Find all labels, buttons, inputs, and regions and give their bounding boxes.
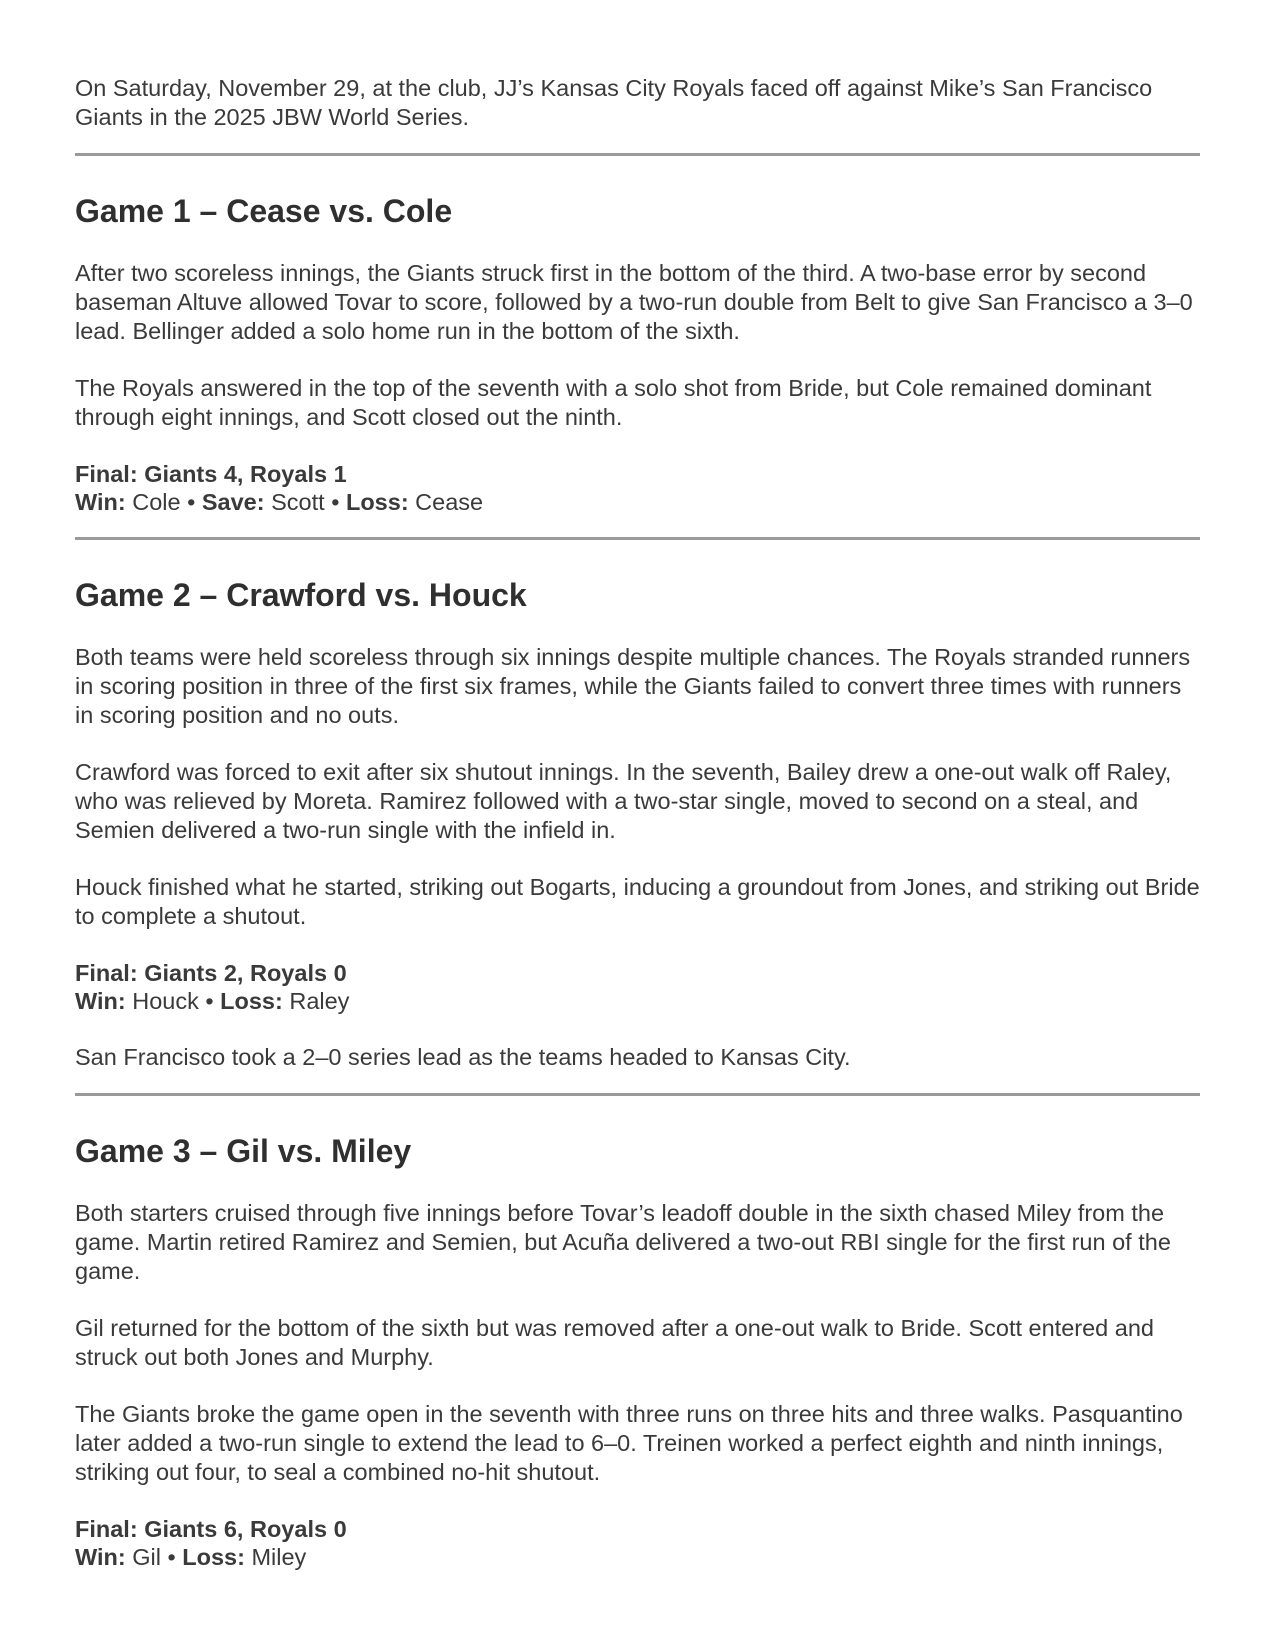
- loss-pitcher: Miley: [244, 1544, 307, 1570]
- game-2-series-note: San Francisco took a 2–0 series lead as the teams headed to Kansas City.: [75, 1044, 851, 1070]
- game-1-paragraph-2: The Royals answered in the top of the seventh with a solo shot from Bride, but Cole remained dominant through eight innings, and Scott closed out the ninth.: [75, 375, 1152, 430]
- document-page: [75, 74, 1200, 1571]
- separator: •: [324, 489, 346, 515]
- game-1-final-score: Final: Giants 4, Royals 1: [75, 461, 347, 487]
- win-pitcher: Houck: [125, 988, 199, 1014]
- loss-label: Loss:: [220, 988, 283, 1014]
- game-3-paragraph-2: Gil returned for the bottom of the sixth but was removed after a one-out walk to Bride. Scott entered and struck out both Jones and Murphy.: [75, 1315, 1154, 1370]
- win-pitcher: Cole: [125, 489, 181, 515]
- game-3-paragraph-3: The Giants broke the game open in the seventh with three runs on three hits and three walks. Pasquantino later added a two-run single to extend the lead to 6–0. Treinen worked a perfect eighth and ninth innings, striking out four, to seal a combined no-hit shutout.: [75, 1401, 1183, 1485]
- win-label: Win:: [75, 1544, 126, 1570]
- loss-pitcher: Cease: [408, 489, 484, 515]
- game-2-decisions: [75, 987, 1200, 1015]
- win-label: Win:: [75, 489, 126, 515]
- game-2-title: Game 2 – Crawford vs. Houck: [75, 577, 527, 613]
- intro-paragraph: On Saturday, November 29, at the club, JJ’s Kansas City Royals faced off against Mike’s San Francisco Giants in the 2025 JBW World Series.: [75, 75, 1153, 130]
- game-1-result: [75, 460, 1200, 516]
- game-3-decisions: [75, 1543, 1200, 1571]
- section-divider: [75, 537, 1200, 540]
- game-2-paragraph-3: Houck finished what he started, striking out Bogarts, inducing a groundout from Jones, and striking out Bride to complete a shutout.: [75, 874, 1200, 929]
- game-2-section: [75, 576, 1200, 1072]
- game-2-paragraph-2: Crawford was forced to exit after six shutout innings. In the seventh, Bailey drew a one-out walk off Raley, who was relieved by Moreta. Ramirez followed with a two-star single, moved to second on a steal, and Semien delivered a two-run single with the infield in.: [75, 759, 1172, 843]
- section-divider: [75, 1093, 1200, 1096]
- separator: •: [160, 1544, 183, 1570]
- section-divider: [75, 153, 1200, 156]
- game-3-paragraph-1: Both starters cruised through five innings before Tovar’s leadoff double in the sixth chased Miley from the game. Martin retired Ramirez and Semien, but Acuña delivered a two-out RBI single for the first run of the game.: [75, 1200, 1171, 1284]
- game-3-final-score: Final: Giants 6, Royals 0: [75, 1516, 347, 1542]
- game-3-section: [75, 1132, 1200, 1571]
- loss-pitcher: Raley: [282, 988, 350, 1014]
- game-2-result: [75, 959, 1200, 1015]
- save-label: Save:: [201, 489, 265, 515]
- game-1-title: Game 1 – Cease vs. Cole: [75, 193, 453, 229]
- game-2-final-score: Final: Giants 2, Royals 0: [75, 960, 347, 986]
- win-pitcher: Gil: [125, 1544, 161, 1570]
- game-3-title: Game 3 – Gil vs. Miley: [75, 1133, 412, 1169]
- game-1-decisions: [75, 488, 1200, 516]
- save-pitcher: Scott: [264, 489, 325, 515]
- loss-label: Loss:: [182, 1544, 245, 1570]
- loss-label: Loss:: [345, 489, 409, 515]
- game-2-paragraph-1: Both teams were held scoreless through six innings despite multiple chances. The Royals stranded runners in scoring position in three of the first six frames, while the Giants failed to convert three times with runners in scoring position and no outs.: [75, 644, 1191, 728]
- separator: •: [180, 489, 202, 515]
- game-3-result: [75, 1515, 1200, 1571]
- separator: •: [198, 988, 221, 1014]
- game-1-paragraph-1: After two scoreless innings, the Giants struck first in the bottom of the third. A two-base error by second baseman Altuve allowed Tovar to score, followed by a two-run double from Belt to give San Francisco a 3–0 lead. Bellinger added a solo home run in the bottom of the sixth.: [75, 260, 1193, 344]
- game-1-section: [75, 192, 1200, 516]
- win-label: Win:: [75, 988, 126, 1014]
